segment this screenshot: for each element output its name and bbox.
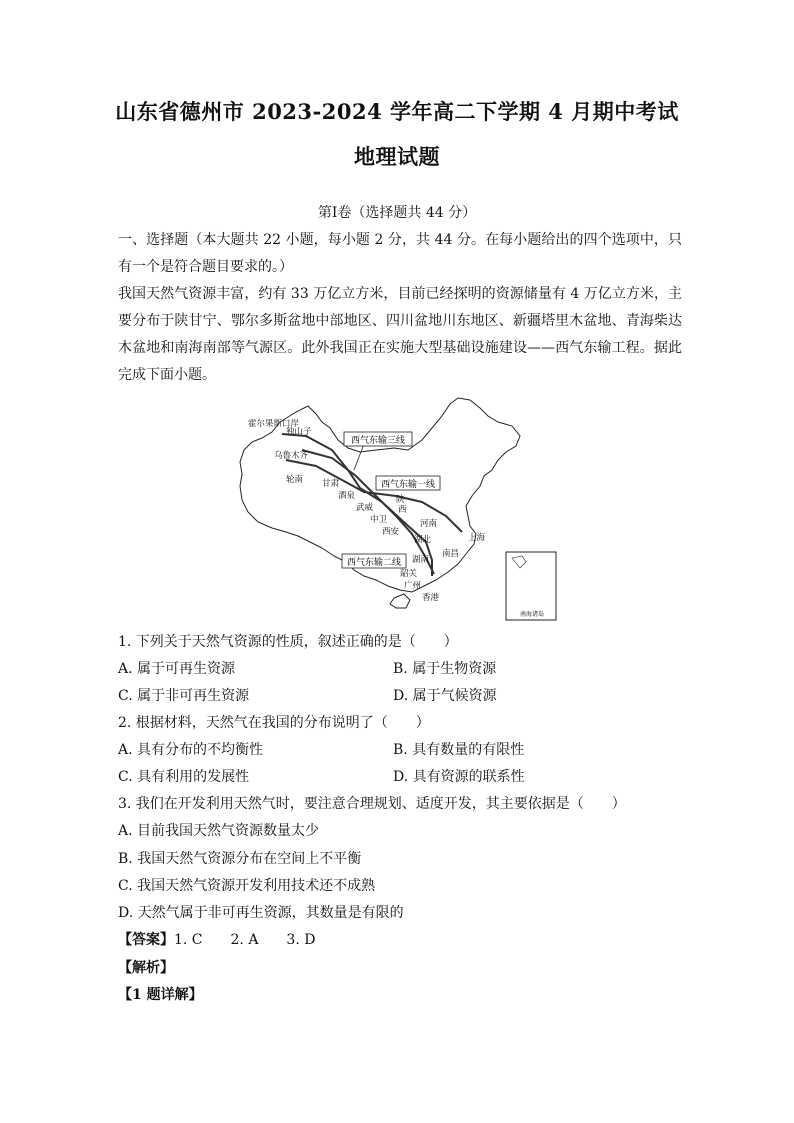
question-3-stem: 3. 我们在开发利用天然气时，要注意合理规划、适度开发，其主要依据是（ ） [118,796,626,812]
place-label: 独山子 [286,427,312,437]
answer-text: 1. C 2. A 3. D [174,932,316,948]
inset-label: 南海诸岛 [519,611,545,618]
question-3-option-a: A. 目前我国天然气资源数量太少 [118,823,320,839]
document-subtitle: 地理试题 [354,144,440,169]
place-label: 西安 [382,527,400,537]
place-label: 酒泉 [338,491,356,501]
place-label: 河南 [420,519,438,529]
hainan-island [390,594,410,608]
place-label: 武威 [356,503,374,513]
section-heading: 第Ⅰ卷（选择题共 44 分） [317,205,477,221]
reading-material: 我国天然气资源丰富，约有 33 万亿立方米，目前已经探明的资源储量有 4 万亿立方米，主要分布于陕甘宁、鄂尔多斯盆地中部地区、四川盆地川东地区、新疆塔里木盆地、青海柴达木盆地和南海南部等气源区。此外我国正在实施大型基础设施建设——西气东输工程。据此完成下面小题。 [118,286,682,383]
question-2-option-a: A. 具有分布的不均衡性 [118,742,264,758]
line2-label: 西气东输二线 [346,558,402,568]
detail-label: 【1 题详解】 [118,987,203,1003]
line1-label: 西气东输一线 [380,480,436,490]
question-1-option-c: C. 属于非可再生资源 [118,688,250,704]
answer-line [118,930,315,950]
question-3-option-c: C. 我国天然气资源开发利用技术还不成熟 [118,878,376,894]
document-title: 山东省德州市 2023-2024 学年高二下学期 4 月期中考试 [115,99,679,124]
west-east-gas-pipeline-map [236,392,588,624]
question-1-option-a: A. 属于可再生资源 [118,661,236,677]
place-label: 南昌 [442,549,460,559]
place-label: 陕 [396,495,405,505]
callout-line2 [342,554,406,568]
place-label: 霍尔果斯口岸 [248,419,300,429]
south-china-sea-inset [506,552,556,620]
question-1-option-d: D. 属于气候资源 [393,688,497,704]
line3-label: 西气东输三线 [350,436,406,446]
question-3-option-d: D. 天然气属于非可再生资源，其数量是有限的 [118,905,404,921]
question-2-stem: 2. 根据材料，天然气在我国的分布说明了（ ） [118,715,430,731]
place-label: 中卫 [370,515,388,525]
place-label: 韶关 [400,569,418,579]
answer-label: 【答案】 [118,932,174,948]
place-label: 上海 [468,533,486,543]
question-1-stem: 1. 下列关于天然气资源的性质，叙述正确的是（ ） [118,634,458,650]
place-label: 湖北 [414,535,432,545]
place-label: 轮南 [286,475,304,485]
place-label: 湖南 [412,555,430,565]
question-2-option-b: B. 具有数量的有限性 [393,742,525,758]
place-label: 乌鲁木齐 [274,451,309,461]
question-2-option-d: D. 具有资源的联系性 [393,769,525,785]
question-1-option-b: B. 属于生物资源 [393,661,497,677]
place-label: 广州 [404,581,422,591]
place-label: 甘肃 [322,479,340,489]
section-instructions: 一、选择题（本大题共 22 小题，每小题 2 分，共 44 分。在每小题给出的四个选项中，只有一个是符合题目要求的。） [118,232,682,275]
question-3-option-b: B. 我国天然气资源分布在空间上不平衡 [118,851,362,867]
analysis-label: 【解析】 [118,960,174,976]
question-2-option-c: C. 具有利用的发展性 [118,769,250,785]
callout-line1 [376,476,440,490]
place-label: 香港 [422,593,440,603]
place-label: 西 [398,505,407,515]
